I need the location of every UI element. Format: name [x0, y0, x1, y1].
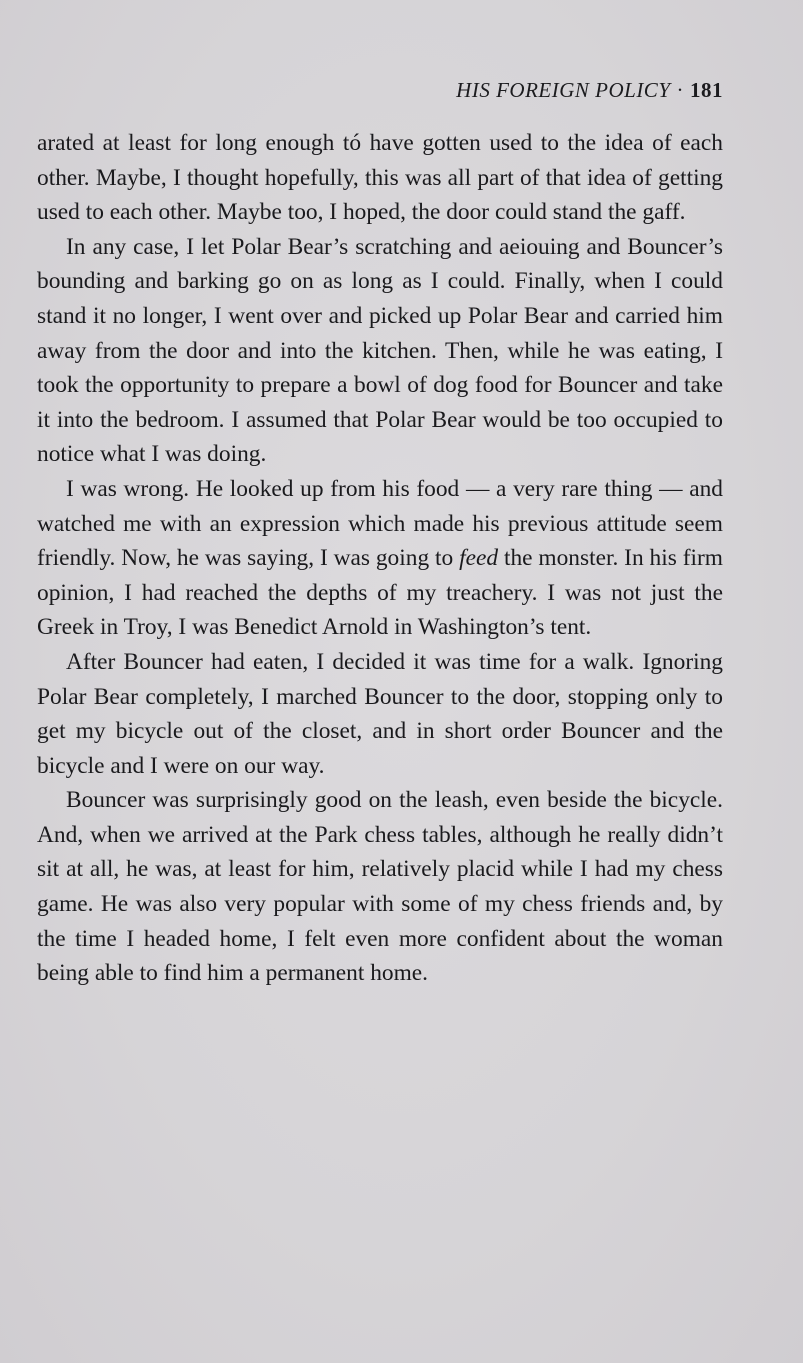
paragraph: After Bouncer had eaten, I decided it was time for a walk. Ignoring Polar Bear completely, I marched Bouncer to the door, stopping only to get my bicycle out of the closet, and in short order Bouncer and the bicycle and I were on our way.: [37, 648, 723, 779]
emphasized-word: feed: [459, 545, 499, 572]
paragraph: Bouncer was surprisingly good on the leash, even beside the bicycle. And, when we arrived at the Park chess tables, although he really didn’t sit at all, he was, at least for him, relatively placid while I had my chess game. He was also very popular with some of my chess friends and, by the time I headed home, I felt even more confident about the woman being able to find him a permanent home.: [37, 787, 723, 987]
body-text: [37, 126, 723, 991]
paragraph-text: I was wrong. He looked up from his food — a very rare thing — and watched me with an expression which made his previous attitude seem friendly. Now, he was saying, I was going to: [37, 475, 723, 572]
running-head-separator: ·: [676, 78, 684, 102]
running-head-title: HIS FOREIGN POLICY: [456, 78, 671, 102]
paragraph-continued: arated at least for long enough tó have gotten used to the idea of each other. Maybe, I thought hopefully, this was all part of that idea of getting used to each other. Maybe too, I hoped, the door could stand the gaff.: [37, 130, 723, 226]
page-number: 181: [690, 78, 723, 102]
paragraph: In any case, I let Polar Bear’s scratching and aeiouing and Bouncer’s bounding and barking go on as long as I could. Finally, when I could stand it no longer, I went over and picked up Polar Bear and carried him away from the door and into the kitchen. Then, while he was eating, I took the opportunity to prepare a bowl of dog food for Bouncer and take it into the bedroom. I assumed that Polar Bear would be too occupied to notice what I was doing.: [37, 233, 723, 468]
paragraph: [37, 472, 723, 645]
paragraph-text: the monster. In his firm opinion, I had reached the depths of my treachery. I was not just the Greek in Troy, I was Benedict Arnold in Washington’s tent.: [37, 545, 723, 641]
running-head: [456, 78, 723, 103]
